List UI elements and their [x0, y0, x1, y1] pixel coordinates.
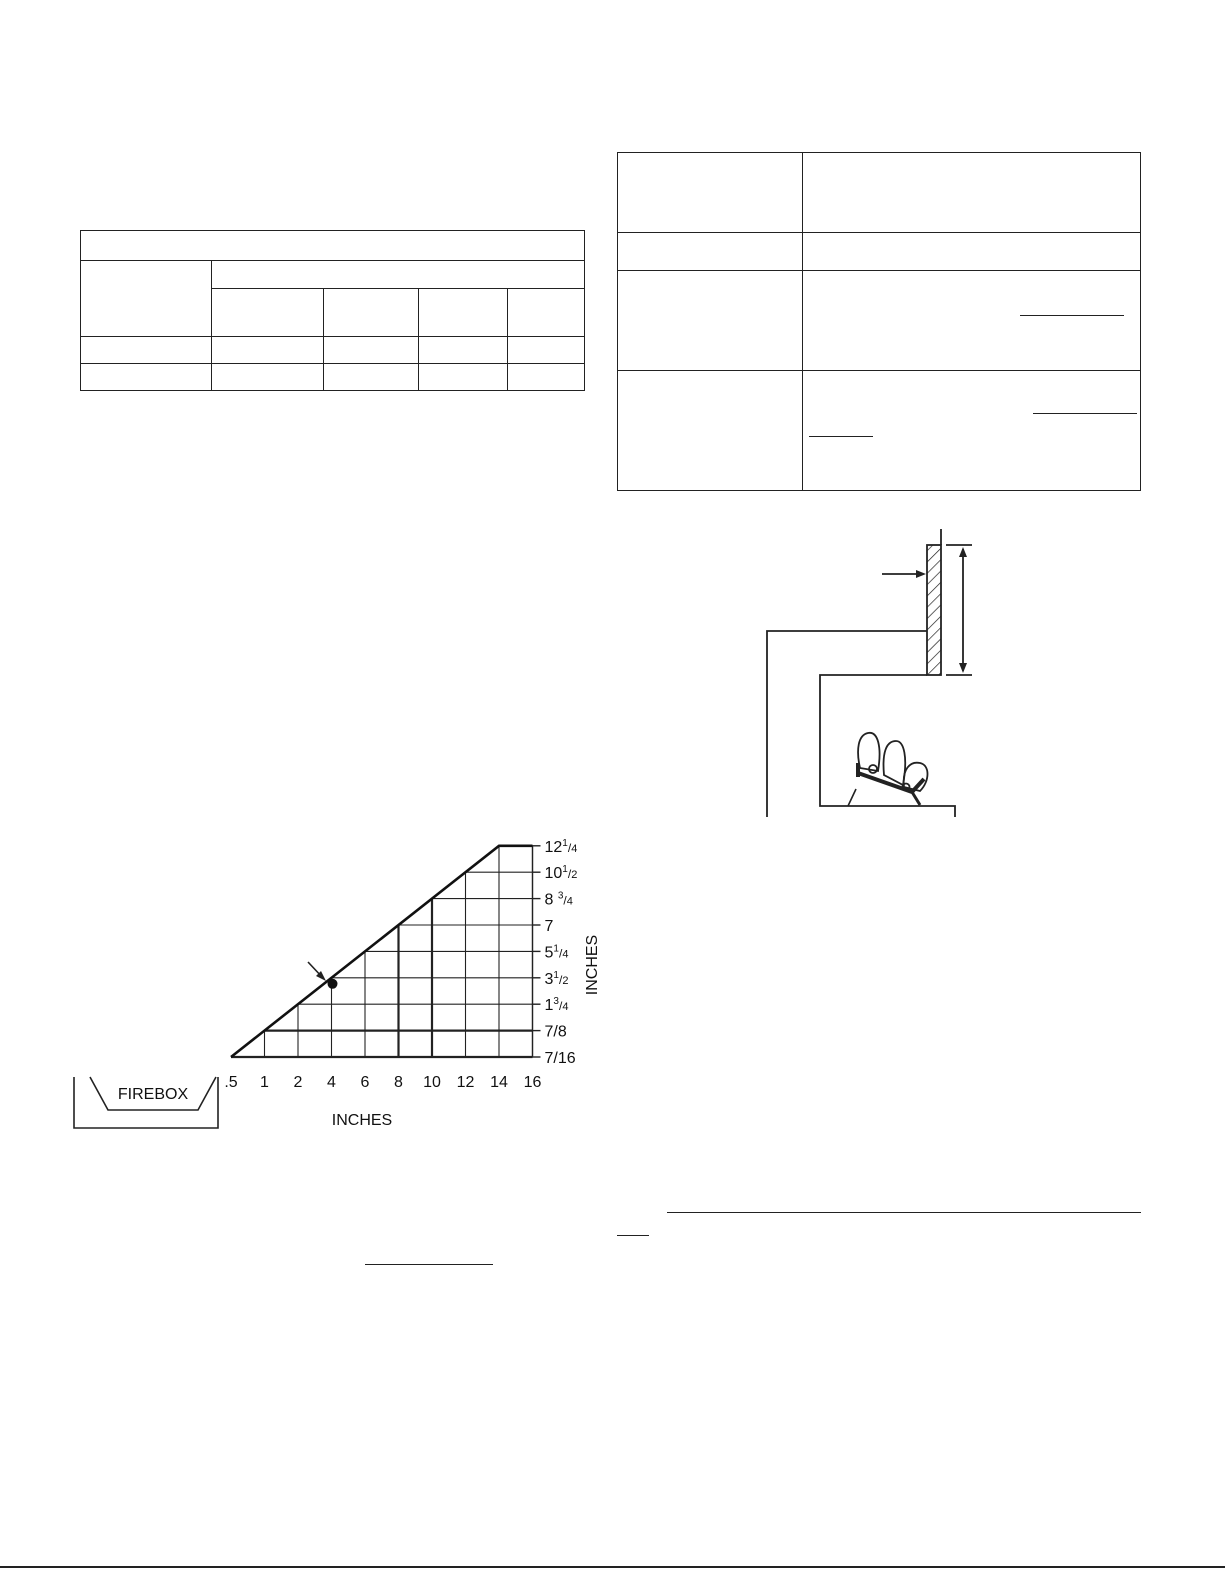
x-tick-label: 8	[394, 1074, 403, 1091]
table-cell	[81, 364, 212, 391]
x-tick-label: 14	[490, 1074, 508, 1091]
dim-arrow-bottom	[959, 663, 967, 673]
table-column-header-cell	[212, 289, 324, 337]
y-tick-label: $1^3_/4$	[544, 996, 569, 1015]
table-cell	[508, 337, 585, 364]
table-cell	[419, 364, 508, 391]
table-cell	[324, 364, 419, 391]
x-tick-label: 6	[360, 1074, 370, 1091]
table-cell	[618, 271, 803, 371]
underline-mark	[365, 1264, 493, 1265]
table-cell	[618, 371, 803, 491]
x-tick-layer	[224, 1074, 541, 1091]
y-tick-label: $5^1_/4$	[544, 943, 569, 962]
x-tick-label: 2	[293, 1074, 303, 1091]
table-group-header-cell	[212, 261, 585, 289]
log	[858, 733, 879, 771]
table-cell	[212, 364, 324, 391]
table-cell	[803, 233, 1141, 271]
firebox-label: FIREBOX	[117, 1086, 189, 1103]
underline-mark	[1033, 413, 1137, 414]
underline-mark	[667, 1212, 1141, 1213]
chart-grid	[231, 846, 533, 1057]
mantel-clearance-diagram	[760, 525, 990, 820]
underline-mark	[809, 436, 873, 437]
arrow-head	[916, 570, 926, 578]
table-column-header-cell	[324, 289, 419, 337]
x-tick-label: 10	[423, 1074, 441, 1091]
x-axis-label: INCHES	[331, 1112, 393, 1129]
log	[884, 741, 906, 785]
table-cell	[618, 153, 803, 233]
y-tick-label: 7/8	[544, 1023, 567, 1041]
grate-leader	[848, 789, 856, 806]
table-cell	[324, 337, 419, 364]
mantel-board	[927, 545, 941, 675]
table-cell	[419, 337, 508, 364]
dim-arrow-top	[959, 547, 967, 557]
y-tick-layer	[533, 838, 578, 1067]
y-tick-label: 7/16	[544, 1050, 576, 1067]
table-column-header-cell	[508, 289, 585, 337]
table-row-header-cell	[81, 261, 212, 337]
y-tick-label: 7	[544, 918, 554, 935]
y-tick-label: $3^1_/2$	[544, 969, 569, 988]
marked-point	[328, 979, 338, 989]
left-specs-table	[80, 230, 585, 391]
y-tick-label: $12^1_/4$	[544, 837, 578, 856]
table-header-cell	[81, 231, 585, 261]
x-tick-label: 1	[260, 1074, 269, 1091]
page-bottom-rule	[0, 1566, 1225, 1568]
x-tick-label: 4	[327, 1074, 336, 1091]
table-cell	[508, 364, 585, 391]
table-cell	[803, 153, 1141, 233]
clearance-chart	[60, 825, 620, 1145]
underline-mark	[617, 1235, 649, 1236]
y-axis-label: INCHES	[584, 934, 601, 996]
table-cell	[212, 337, 324, 364]
table-cell	[803, 371, 1141, 491]
table-cell	[803, 271, 1141, 371]
x-tick-label: .5	[224, 1074, 238, 1091]
y-tick-label: 8 $^3_/$4	[544, 890, 573, 909]
x-tick-label: 12	[456, 1074, 475, 1091]
table-column-header-cell	[419, 289, 508, 337]
y-tick-label: $10^1_/2$	[544, 864, 578, 883]
underline-mark	[1020, 315, 1124, 316]
right-specs-table	[617, 152, 1141, 491]
table-cell	[81, 337, 212, 364]
x-tick-label: 16	[523, 1074, 542, 1091]
table-cell	[618, 233, 803, 271]
grate-leg	[912, 792, 920, 805]
